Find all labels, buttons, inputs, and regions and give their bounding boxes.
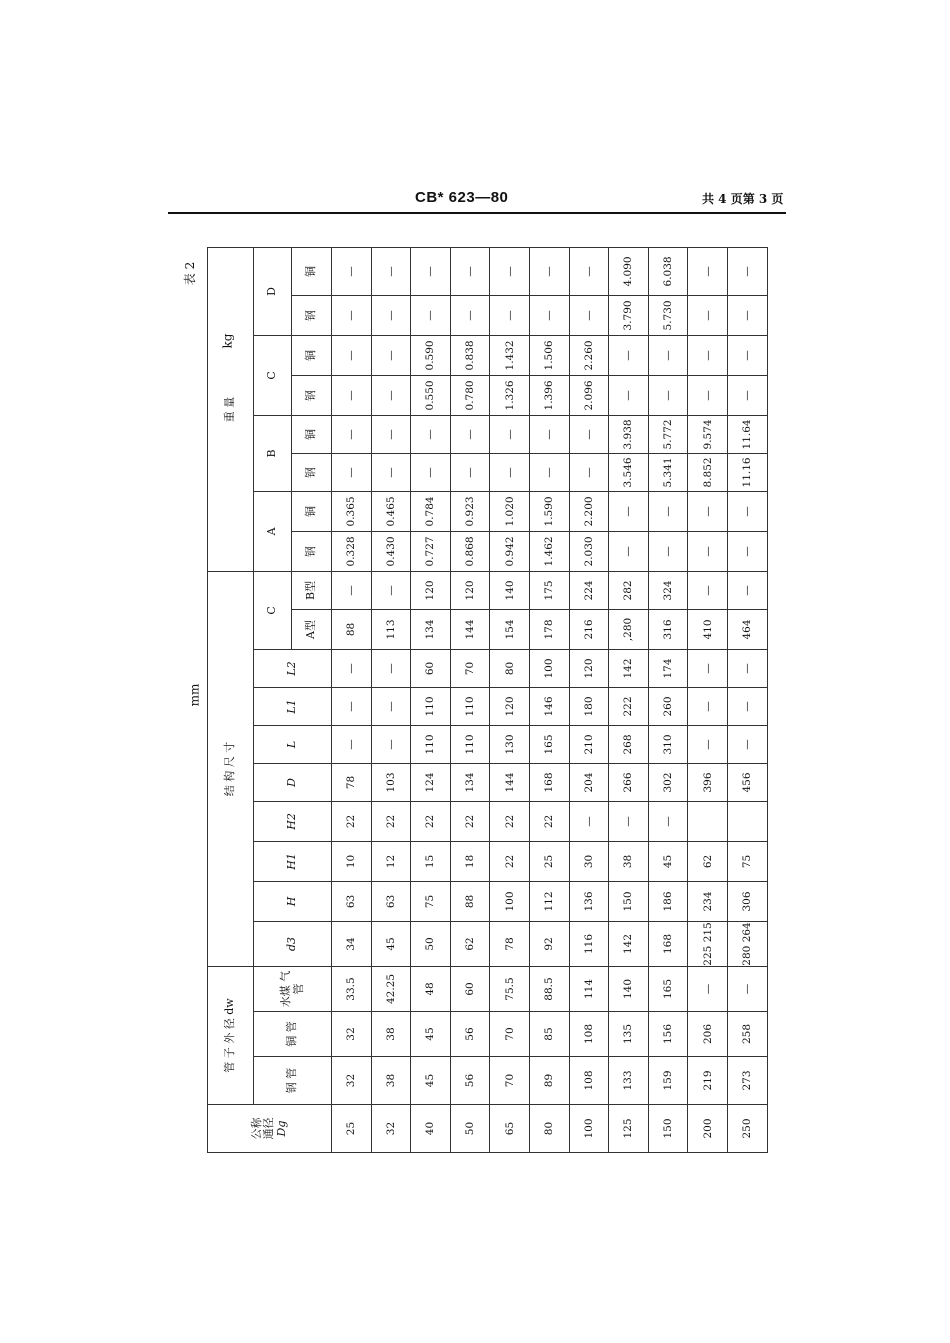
cell-dcopper: 4.090: [609, 247, 649, 295]
table-row: [450, 247, 490, 1152]
cell-ccopper: 0.838: [450, 335, 490, 375]
cell-dsteel: 5.730: [648, 295, 688, 335]
cell-d3: 92: [529, 921, 569, 966]
cell-acopper: 0.365: [332, 491, 372, 531]
cell-dcopper: 6.038: [648, 247, 688, 295]
cell-l2: 60: [411, 649, 451, 687]
header-dg: [208, 1105, 332, 1153]
cell-d: 204: [569, 763, 609, 801]
cell-water: 75.5: [490, 966, 530, 1011]
cell-h2: 22: [411, 801, 451, 841]
header-D-copper: 铜: [292, 247, 332, 295]
cell-d3: 45: [371, 921, 411, 966]
table-row: [648, 247, 688, 1152]
cell-dsteel: 3.790: [609, 295, 649, 335]
cell-l1: 120: [490, 687, 530, 725]
table-row: [490, 247, 530, 1152]
rotated-table-wrapper: [207, 248, 761, 1153]
header-C: C: [254, 571, 292, 649]
cell-h: 88: [450, 881, 490, 921]
cell-bcopper: 11.64: [727, 415, 767, 453]
cell-l2: 70: [450, 649, 490, 687]
cell-asteel: 0.430: [371, 531, 411, 571]
cell-dsteel: —: [450, 295, 490, 335]
cell-cb: 120: [450, 571, 490, 609]
cell-bsteel: —: [490, 453, 530, 491]
cell-ca: 178: [529, 609, 569, 649]
cell-l: 210: [569, 725, 609, 763]
cell-d: 266: [609, 763, 649, 801]
cell-dg: 50: [450, 1105, 490, 1153]
header-B-steel: 钢: [292, 453, 332, 491]
cell-copper: 206: [688, 1012, 728, 1057]
cell-bsteel: 5.341: [648, 453, 688, 491]
cell-l: 110: [411, 725, 451, 763]
cell-cb: —: [371, 571, 411, 609]
cell-h2: [688, 801, 728, 841]
cell-h1: 12: [371, 841, 411, 881]
cell-l: 268: [609, 725, 649, 763]
cell-h2: 22: [490, 801, 530, 841]
header-H: H: [254, 881, 332, 921]
cell-steel: 108: [569, 1057, 609, 1105]
cell-cb: 175: [529, 571, 569, 609]
cell-l: 165: [529, 725, 569, 763]
cell-dg: 100: [569, 1105, 609, 1153]
cell-d3: 142: [609, 921, 649, 966]
cell-d: 396: [688, 763, 728, 801]
cell-ca: 216: [569, 609, 609, 649]
cell-steel: 159: [648, 1057, 688, 1105]
cell-h2: 22: [371, 801, 411, 841]
cell-d: 456: [727, 763, 767, 801]
cell-ccopper: —: [371, 335, 411, 375]
cell-h: 112: [529, 881, 569, 921]
cell-acopper: 2.200: [569, 491, 609, 531]
cell-ca: ,280: [609, 609, 649, 649]
cell-d3: 34: [332, 921, 372, 966]
cell-water: 60: [450, 966, 490, 1011]
header-weight-A: A: [254, 491, 292, 571]
cell-csteel: —: [648, 375, 688, 415]
cell-ccopper: —: [609, 335, 649, 375]
cell-acopper: —: [727, 491, 767, 531]
cell-l1: —: [332, 687, 372, 725]
cell-dcopper: —: [569, 247, 609, 295]
header-weight-D: D: [254, 247, 292, 335]
cell-bcopper: —: [450, 415, 490, 453]
cell-water: —: [688, 966, 728, 1011]
cell-h: 186: [648, 881, 688, 921]
cell-bcopper: 3.938: [609, 415, 649, 453]
cell-h: 150: [609, 881, 649, 921]
cell-cb: 282: [609, 571, 649, 609]
cell-acopper: 0.784: [411, 491, 451, 531]
cell-water: 42.25: [371, 966, 411, 1011]
header-C-copper: 铜: [292, 335, 332, 375]
cell-csteel: —: [371, 375, 411, 415]
cell-ca: 144: [450, 609, 490, 649]
cell-l1: 146: [529, 687, 569, 725]
cell-d: 124: [411, 763, 451, 801]
cell-copper: 32: [332, 1012, 372, 1057]
table-row: [411, 247, 451, 1152]
cell-acopper: 0.923: [450, 491, 490, 531]
cell-l1: 180: [569, 687, 609, 725]
cell-dg: 250: [727, 1105, 767, 1153]
cell-l1: 110: [450, 687, 490, 725]
cell-acopper: 0.465: [371, 491, 411, 531]
cell-l2: —: [332, 649, 372, 687]
cell-acopper: 1.020: [490, 491, 530, 531]
unit-kg: kg: [220, 333, 235, 349]
cell-cb: —: [688, 571, 728, 609]
cell-h1: 38: [609, 841, 649, 881]
cell-bsteel: —: [332, 453, 372, 491]
cell-water: 88.5: [529, 966, 569, 1011]
cell-bcopper: 9.574: [688, 415, 728, 453]
cell-water: 140: [609, 966, 649, 1011]
cell-d: 302: [648, 763, 688, 801]
header-water-gas-pipe: 水煤 气管: [254, 966, 332, 1011]
cell-cb: 324: [648, 571, 688, 609]
cell-h1: 10: [332, 841, 372, 881]
header-weight-C: C: [254, 335, 292, 415]
cell-bsteel: 11.16: [727, 453, 767, 491]
cell-dcopper: —: [727, 247, 767, 295]
cell-copper: 70: [490, 1012, 530, 1057]
cell-dg: 200: [688, 1105, 728, 1153]
cell-cb: 224: [569, 571, 609, 609]
cell-copper: 45: [411, 1012, 451, 1057]
cell-asteel: 0.727: [411, 531, 451, 571]
cell-copper: 108: [569, 1012, 609, 1057]
cell-asteel: 0.868: [450, 531, 490, 571]
cell-d3: 116: [569, 921, 609, 966]
cell-dg: 25: [332, 1105, 372, 1153]
cell-asteel: 0.328: [332, 531, 372, 571]
cell-bsteel: —: [411, 453, 451, 491]
cell-dcopper: —: [411, 247, 451, 295]
cell-l: 110: [450, 725, 490, 763]
cell-ccopper: 0.590: [411, 335, 451, 375]
cell-dcopper: —: [490, 247, 530, 295]
cell-ca: 316: [648, 609, 688, 649]
cell-h2: 22: [529, 801, 569, 841]
cell-ccopper: 1.432: [490, 335, 530, 375]
cell-h: 306: [727, 881, 767, 921]
cell-d: 134: [450, 763, 490, 801]
header-weight: 重 量: [208, 247, 254, 571]
cell-l2: —: [727, 649, 767, 687]
document-code: CB* 623—80: [415, 189, 509, 206]
cell-csteel: 2.096: [569, 375, 609, 415]
cell-dsteel: —: [688, 295, 728, 335]
cell-ca: 410: [688, 609, 728, 649]
cell-l1: 260: [648, 687, 688, 725]
cell-ccopper: —: [332, 335, 372, 375]
cell-dsteel: —: [332, 295, 372, 335]
cell-l: —: [727, 725, 767, 763]
cell-acopper: —: [609, 491, 649, 531]
unit-mm: mm: [187, 683, 202, 707]
cell-csteel: —: [609, 375, 649, 415]
cell-h1: 15: [411, 841, 451, 881]
cell-ccopper: —: [648, 335, 688, 375]
cell-dg: 125: [609, 1105, 649, 1153]
cell-ca: 134: [411, 609, 451, 649]
header-d3: d3: [254, 921, 332, 966]
cell-acopper: 1.590: [529, 491, 569, 531]
cell-ca: 113: [371, 609, 411, 649]
cell-l1: 110: [411, 687, 451, 725]
cell-steel: 38: [371, 1057, 411, 1105]
cell-ca: 154: [490, 609, 530, 649]
cell-steel: 70: [490, 1057, 530, 1105]
header-H1: H1: [254, 841, 332, 881]
table-row: [727, 247, 767, 1152]
cell-h2: —: [609, 801, 649, 841]
cell-bsteel: 8.852: [688, 453, 728, 491]
cell-dcopper: —: [688, 247, 728, 295]
header-L2: L2: [254, 649, 332, 687]
cell-bcopper: —: [411, 415, 451, 453]
cell-bcopper: —: [371, 415, 411, 453]
cell-bcopper: —: [332, 415, 372, 453]
cell-steel: 219: [688, 1057, 728, 1105]
cell-h: 75: [411, 881, 451, 921]
cell-asteel: 0.942: [490, 531, 530, 571]
cell-asteel: —: [609, 531, 649, 571]
cell-dg: 80: [529, 1105, 569, 1153]
cell-csteel: 1.396: [529, 375, 569, 415]
cell-l2: —: [688, 649, 728, 687]
cell-steel: 45: [411, 1057, 451, 1105]
cell-cb: 120: [411, 571, 451, 609]
cell-steel: 273: [727, 1057, 767, 1105]
cell-ccopper: —: [727, 335, 767, 375]
cell-l2: —: [371, 649, 411, 687]
cell-asteel: 2.030: [569, 531, 609, 571]
cell-bcopper: —: [569, 415, 609, 453]
cell-h2: —: [648, 801, 688, 841]
cell-csteel: 0.780: [450, 375, 490, 415]
header-steel-pipe: 钢 管: [254, 1057, 332, 1105]
cell-h1: 30: [569, 841, 609, 881]
cell-dsteel: —: [411, 295, 451, 335]
cell-bsteel: —: [371, 453, 411, 491]
cell-l: 310: [648, 725, 688, 763]
cell-l: —: [371, 725, 411, 763]
cell-d: 168: [529, 763, 569, 801]
cell-asteel: —: [688, 531, 728, 571]
cell-csteel: —: [332, 375, 372, 415]
cell-asteel: 1.462: [529, 531, 569, 571]
cell-bsteel: —: [450, 453, 490, 491]
cell-water: 165: [648, 966, 688, 1011]
cell-h2: —: [569, 801, 609, 841]
cell-dcopper: —: [332, 247, 372, 295]
cell-l2: 100: [529, 649, 569, 687]
cell-bcopper: —: [529, 415, 569, 453]
header-A-steel: 钢: [292, 531, 332, 571]
header-D: D: [254, 763, 332, 801]
cell-d3: 280 264: [727, 921, 767, 966]
cell-asteel: —: [648, 531, 688, 571]
table-row: [529, 247, 569, 1152]
cell-l1: —: [688, 687, 728, 725]
cell-ccopper: —: [688, 335, 728, 375]
cell-ca: 88: [332, 609, 372, 649]
cell-d: 78: [332, 763, 372, 801]
cell-l2: 142: [609, 649, 649, 687]
header-type-a: A型: [292, 609, 332, 649]
cell-acopper: —: [648, 491, 688, 531]
header-copper-pipe: 铜 管: [254, 1012, 332, 1057]
table-row: [371, 247, 411, 1152]
cell-cb: —: [332, 571, 372, 609]
cell-cb: 140: [490, 571, 530, 609]
cell-dcopper: —: [529, 247, 569, 295]
cell-dcopper: —: [371, 247, 411, 295]
header-type-b: B型: [292, 571, 332, 609]
cell-dsteel: —: [371, 295, 411, 335]
cell-copper: 258: [727, 1012, 767, 1057]
table-row: [609, 247, 649, 1152]
cell-l2: 174: [648, 649, 688, 687]
cell-dg: 150: [648, 1105, 688, 1153]
cell-copper: 38: [371, 1012, 411, 1057]
cell-h1: 25: [529, 841, 569, 881]
cell-l: —: [688, 725, 728, 763]
cell-csteel: 1.326: [490, 375, 530, 415]
cell-d3: 168: [648, 921, 688, 966]
cell-l2: 120: [569, 649, 609, 687]
cell-dsteel: —: [490, 295, 530, 335]
header-H2: H2: [254, 801, 332, 841]
cell-d3: 50: [411, 921, 451, 966]
cell-copper: 85: [529, 1012, 569, 1057]
cell-d3: 225 215: [688, 921, 728, 966]
cell-cb: —: [727, 571, 767, 609]
cell-dsteel: —: [569, 295, 609, 335]
cell-steel: 56: [450, 1057, 490, 1105]
cell-bcopper: 5.772: [648, 415, 688, 453]
cell-copper: 135: [609, 1012, 649, 1057]
cell-dg: 40: [411, 1105, 451, 1153]
cell-water: 33.5: [332, 966, 372, 1011]
cell-copper: 56: [450, 1012, 490, 1057]
cell-dg: 32: [371, 1105, 411, 1153]
cell-h1: 62: [688, 841, 728, 881]
cell-water: 48: [411, 966, 451, 1011]
page-indicator: 共 4 页第 3 页: [702, 192, 784, 206]
header-C-steel: 钢: [292, 375, 332, 415]
header-A-copper: 铜: [292, 491, 332, 531]
cell-h1: 75: [727, 841, 767, 881]
cell-d3: 78: [490, 921, 530, 966]
table-row: [569, 247, 609, 1152]
header-B-copper: 铜: [292, 415, 332, 453]
cell-csteel: 0.550: [411, 375, 451, 415]
header-dg-symbol: Dg: [274, 1120, 288, 1137]
cell-dg: 65: [490, 1105, 530, 1153]
cell-d3: 62: [450, 921, 490, 966]
cell-h: 63: [332, 881, 372, 921]
cell-bsteel: 3.546: [609, 453, 649, 491]
cell-d: 103: [371, 763, 411, 801]
cell-bsteel: —: [529, 453, 569, 491]
cell-bsteel: —: [569, 453, 609, 491]
header-dg-line2: 通径: [262, 1117, 276, 1140]
cell-dsteel: —: [727, 295, 767, 335]
cell-h2: [727, 801, 767, 841]
cell-bcopper: —: [490, 415, 530, 453]
cell-h: 100: [490, 881, 530, 921]
cell-l1: —: [371, 687, 411, 725]
cell-dsteel: —: [529, 295, 569, 335]
header-dg-line1: 公称: [249, 1117, 263, 1140]
cell-d: 144: [490, 763, 530, 801]
cell-csteel: —: [688, 375, 728, 415]
cell-l: —: [332, 725, 372, 763]
cell-csteel: —: [727, 375, 767, 415]
spec-table: [207, 247, 768, 1153]
cell-h1: 18: [450, 841, 490, 881]
header-D-steel: 钢: [292, 295, 332, 335]
cell-h1: 45: [648, 841, 688, 881]
cell-asteel: —: [727, 531, 767, 571]
cell-ccopper: 2.260: [569, 335, 609, 375]
header-L: L: [254, 725, 332, 763]
cell-dcopper: —: [450, 247, 490, 295]
cell-ccopper: 1.506: [529, 335, 569, 375]
cell-water: 114: [569, 966, 609, 1011]
cell-h1: 22: [490, 841, 530, 881]
table-label: 表 2: [183, 261, 198, 286]
cell-copper: 156: [648, 1012, 688, 1057]
cell-steel: 89: [529, 1057, 569, 1105]
header-pipe-od: 管 子 外 径 dw: [208, 966, 254, 1104]
cell-h2: 22: [450, 801, 490, 841]
cell-h2: 22: [332, 801, 372, 841]
header-L1: L1: [254, 687, 332, 725]
cell-l1: 222: [609, 687, 649, 725]
header-struct-dims: 结 构 尺 寸: [208, 571, 254, 966]
table-row: [332, 247, 372, 1152]
cell-ca: 464: [727, 609, 767, 649]
table-row: [688, 247, 728, 1152]
cell-h: 136: [569, 881, 609, 921]
header-rule: [168, 212, 786, 214]
cell-h: 63: [371, 881, 411, 921]
cell-water: —: [727, 966, 767, 1011]
cell-l1: —: [727, 687, 767, 725]
cell-steel: 133: [609, 1057, 649, 1105]
cell-h: 234: [688, 881, 728, 921]
cell-l: 130: [490, 725, 530, 763]
header-weight-B: B: [254, 415, 292, 491]
cell-l2: 80: [490, 649, 530, 687]
cell-steel: 32: [332, 1057, 372, 1105]
cell-acopper: —: [688, 491, 728, 531]
